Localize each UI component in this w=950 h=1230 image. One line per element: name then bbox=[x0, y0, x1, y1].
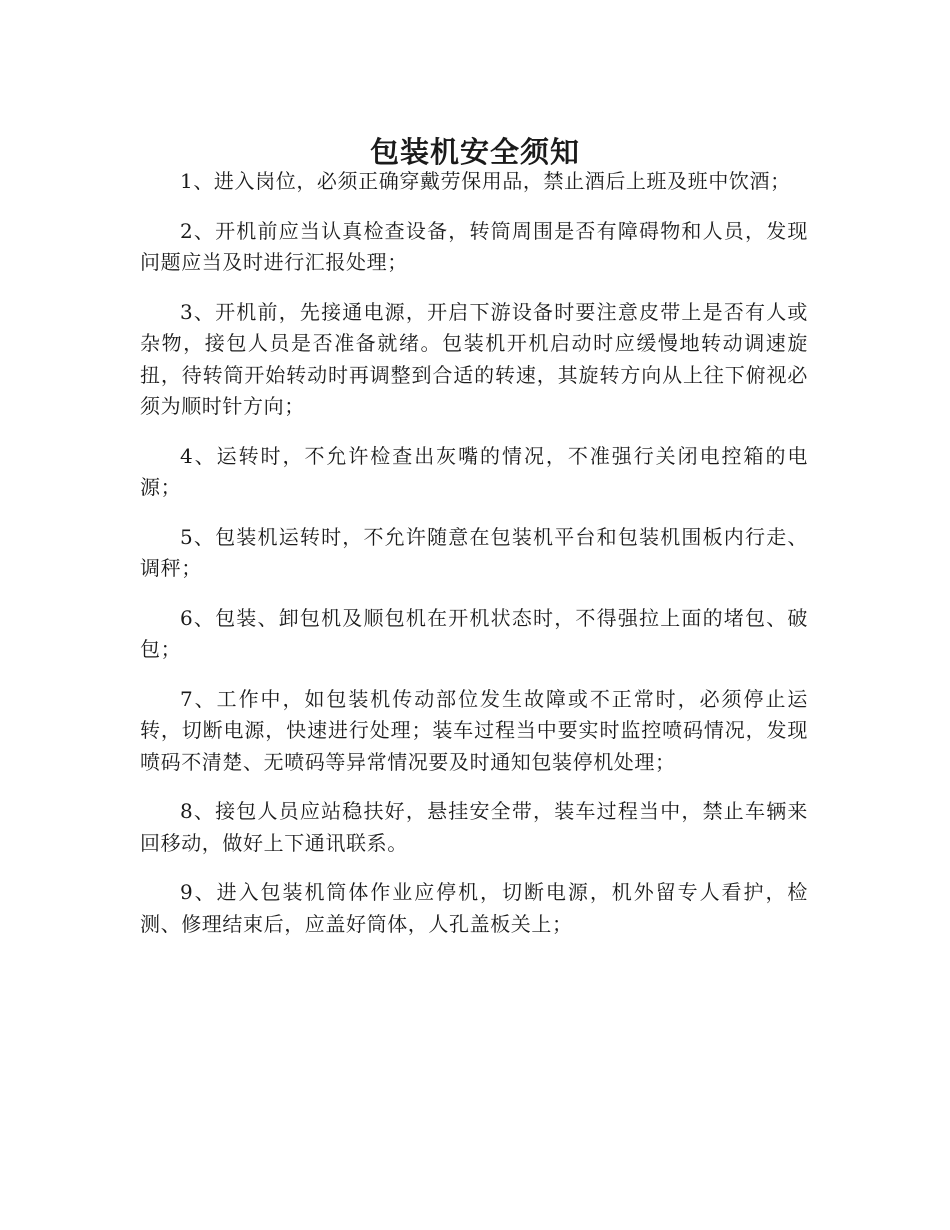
paragraph-9: 9、进入包装机筒体作业应停机，切断电源，机外留专人看护，检测、修理结束后，应盖好筒体，人孔盖板关上； bbox=[140, 880, 808, 936]
paragraph-8: 8、接包人员应站稳扶好，悬挂安全带，装车过程当中，禁止车辆来回移动，做好上下通讯联系。 bbox=[140, 799, 808, 855]
paragraph-6: 6、包装、卸包机及顺包机在开机状态时，不得强拉上面的堵包、破包； bbox=[140, 605, 808, 661]
paragraph-2: 2、开机前应当认真检查设备，转筒周围是否有障碍物和人员，发现问题应当及时进行汇报处理； bbox=[140, 218, 808, 274]
paragraph-1: 1、进入岗位，必须正确穿戴劳保用品，禁止酒后上班及班中饮酒； bbox=[180, 169, 791, 193]
document-title: 包装机安全须知 bbox=[369, 135, 580, 170]
paragraph-3: 3、开机前，先接通电源，开启下游设备时要注意皮带上是否有人或杂物，接包人员是否准备就绪。包装机开机启动时应缓慢地转动调速旋扭，待转筒开始转动时再调整到合适的转速，其旋转方向从上往下俯视必须为顺时针方向； bbox=[140, 299, 808, 418]
paragraph-5: 5、包装机运转时，不允许随意在包装机平台和包装机围板内行走、调秤； bbox=[140, 524, 808, 580]
document-body bbox=[140, 166, 808, 958]
paragraph-4: 4、运转时，不允许检查出灰嘴的情况，不准强行关闭电控箱的电源； bbox=[140, 443, 808, 499]
paragraph-7: 7、工作中，如包装机传动部位发生故障或不正常时，必须停止运转，切断电源，快速进行处理；装车过程当中要实时监控喷码情况，发现喷码不清楚、无喷码等异常情况要及时通知包装停机处理； bbox=[140, 686, 808, 774]
